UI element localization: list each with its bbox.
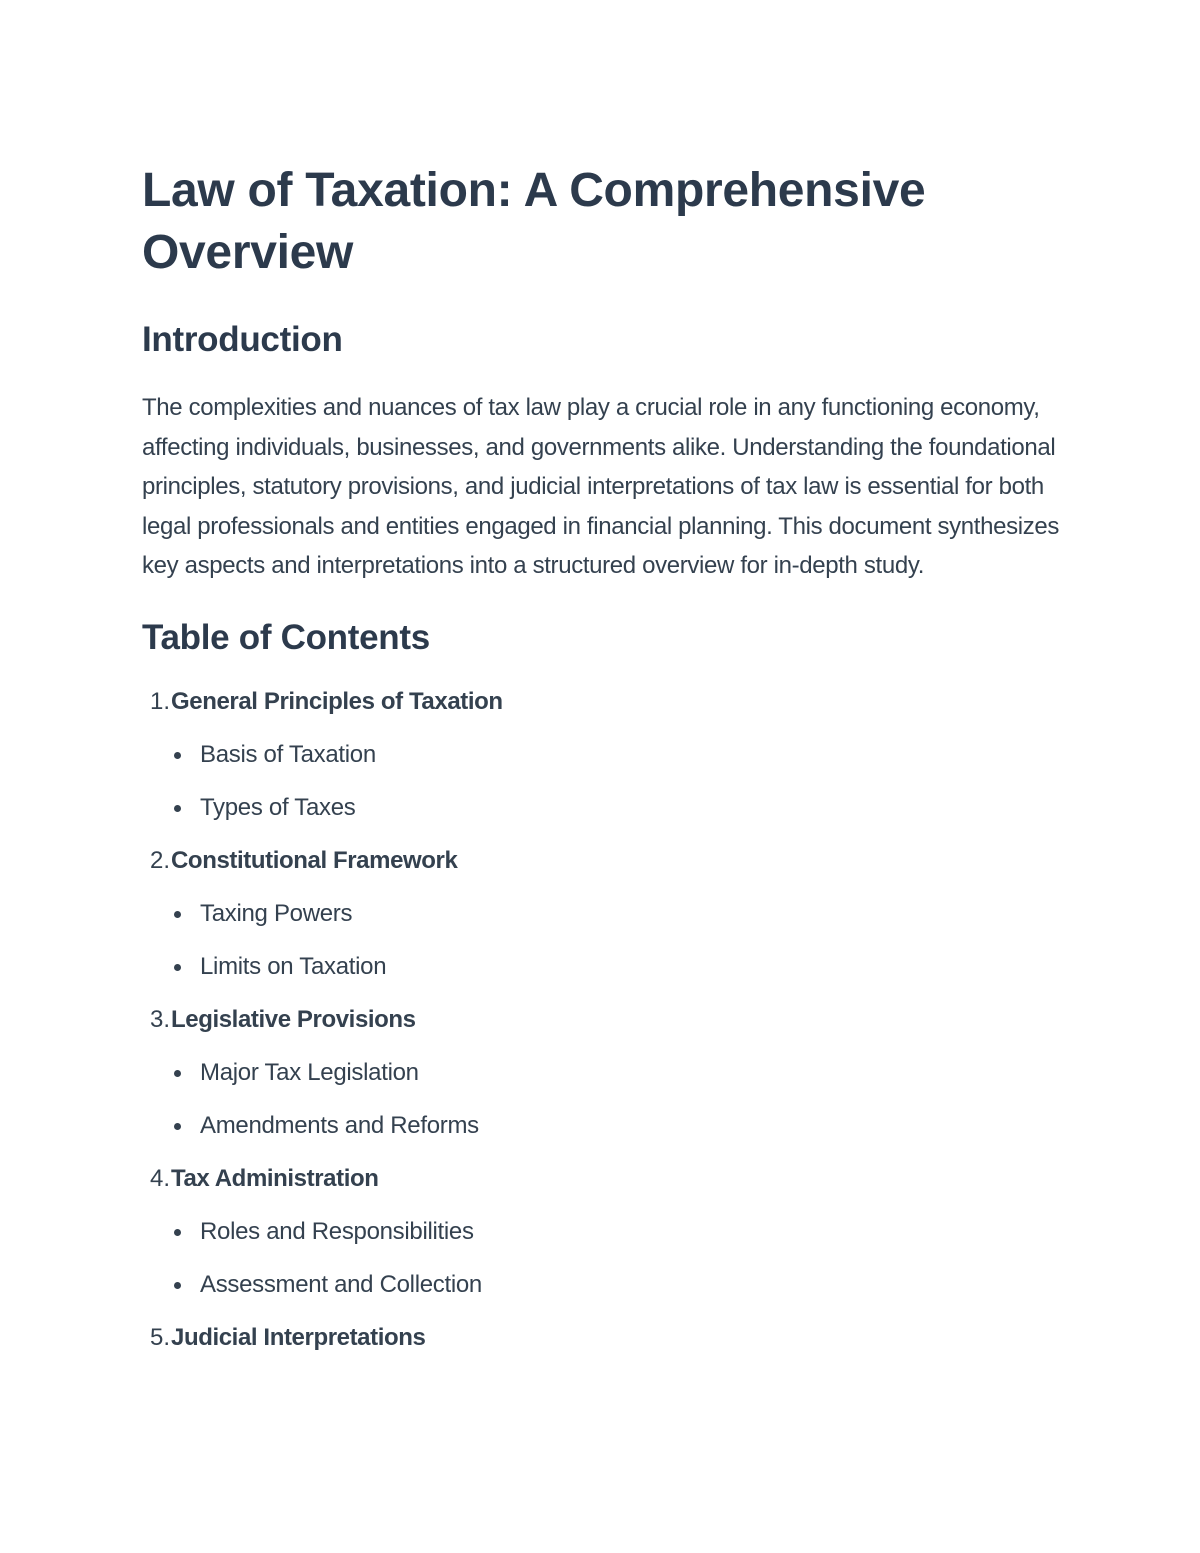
toc-sub-item bbox=[142, 1265, 1062, 1305]
toc-sub-item bbox=[142, 947, 1062, 987]
toc-entry bbox=[142, 1000, 1062, 1040]
bullet-icon bbox=[174, 1282, 181, 1289]
toc-number: 4. bbox=[149, 1164, 170, 1192]
document-page bbox=[142, 160, 1062, 1371]
toc-number: 3. bbox=[149, 1005, 170, 1033]
toc-entry bbox=[142, 841, 1062, 881]
toc-sub-label: Basis of Taxation bbox=[200, 740, 376, 768]
toc-label: Constitutional Framework bbox=[171, 846, 458, 874]
toc-item bbox=[142, 1159, 1062, 1305]
table-of-contents-heading: Table of Contents bbox=[142, 617, 430, 657]
toc-item bbox=[142, 682, 1062, 828]
bullet-icon bbox=[174, 752, 181, 759]
toc-sub-item bbox=[142, 894, 1062, 934]
toc-sub-list bbox=[142, 735, 1062, 828]
toc-entry bbox=[142, 1159, 1062, 1199]
toc-label: Tax Administration bbox=[171, 1164, 379, 1192]
document-title: Law of Taxation: A Comprehensive Overview bbox=[142, 164, 926, 279]
bullet-icon bbox=[174, 964, 181, 971]
toc-sub-label: Taxing Powers bbox=[200, 899, 353, 927]
toc-sub-item bbox=[142, 1053, 1062, 1093]
toc-sub-list bbox=[142, 1212, 1062, 1305]
toc-sub-item bbox=[142, 1212, 1062, 1252]
toc-sub-label: Amendments and Reforms bbox=[200, 1111, 479, 1139]
toc-sub-item bbox=[142, 735, 1062, 775]
table-of-contents-list bbox=[142, 682, 1062, 1358]
toc-sub-label: Roles and Responsibilities bbox=[200, 1217, 474, 1245]
toc-sub-list bbox=[142, 894, 1062, 987]
toc-label: General Principles of Taxation bbox=[171, 687, 503, 715]
toc-number: 5. bbox=[149, 1323, 170, 1351]
bullet-icon bbox=[174, 911, 181, 918]
toc-number: 1. bbox=[149, 687, 170, 715]
toc-item bbox=[142, 1000, 1062, 1146]
toc-entry bbox=[142, 1318, 1062, 1358]
toc-entry bbox=[142, 682, 1062, 722]
toc-label: Legislative Provisions bbox=[171, 1005, 416, 1033]
introduction-heading: Introduction bbox=[142, 320, 343, 359]
toc-label: Judicial Interpretations bbox=[171, 1323, 426, 1351]
bullet-icon bbox=[174, 805, 181, 812]
toc-sub-label: Assessment and Collection bbox=[200, 1270, 482, 1298]
bullet-icon bbox=[174, 1070, 181, 1077]
toc-item bbox=[142, 1318, 1062, 1358]
toc-sub-list bbox=[142, 1053, 1062, 1146]
toc-sub-item bbox=[142, 1106, 1062, 1146]
toc-sub-label: Types of Taxes bbox=[200, 793, 356, 821]
toc-sub-label: Limits on Taxation bbox=[200, 952, 387, 980]
bullet-icon bbox=[174, 1123, 181, 1130]
bullet-icon bbox=[174, 1229, 181, 1236]
toc-item bbox=[142, 841, 1062, 987]
introduction-paragraph: The complexities and nuances of tax law play a crucial role in any functioning economy, affecting individuals, businesses, and governments alike. Understanding the foundational principles, statutory provisions, and judicial interpretations of tax law is essential for both legal professionals and entities engaged in financial planning. This document synthesizes key aspects and interpretations into a structured overview for in-depth study. bbox=[142, 394, 1060, 580]
toc-number: 2. bbox=[149, 846, 170, 874]
toc-sub-item bbox=[142, 788, 1062, 828]
toc-sub-label: Major Tax Legislation bbox=[200, 1058, 419, 1086]
